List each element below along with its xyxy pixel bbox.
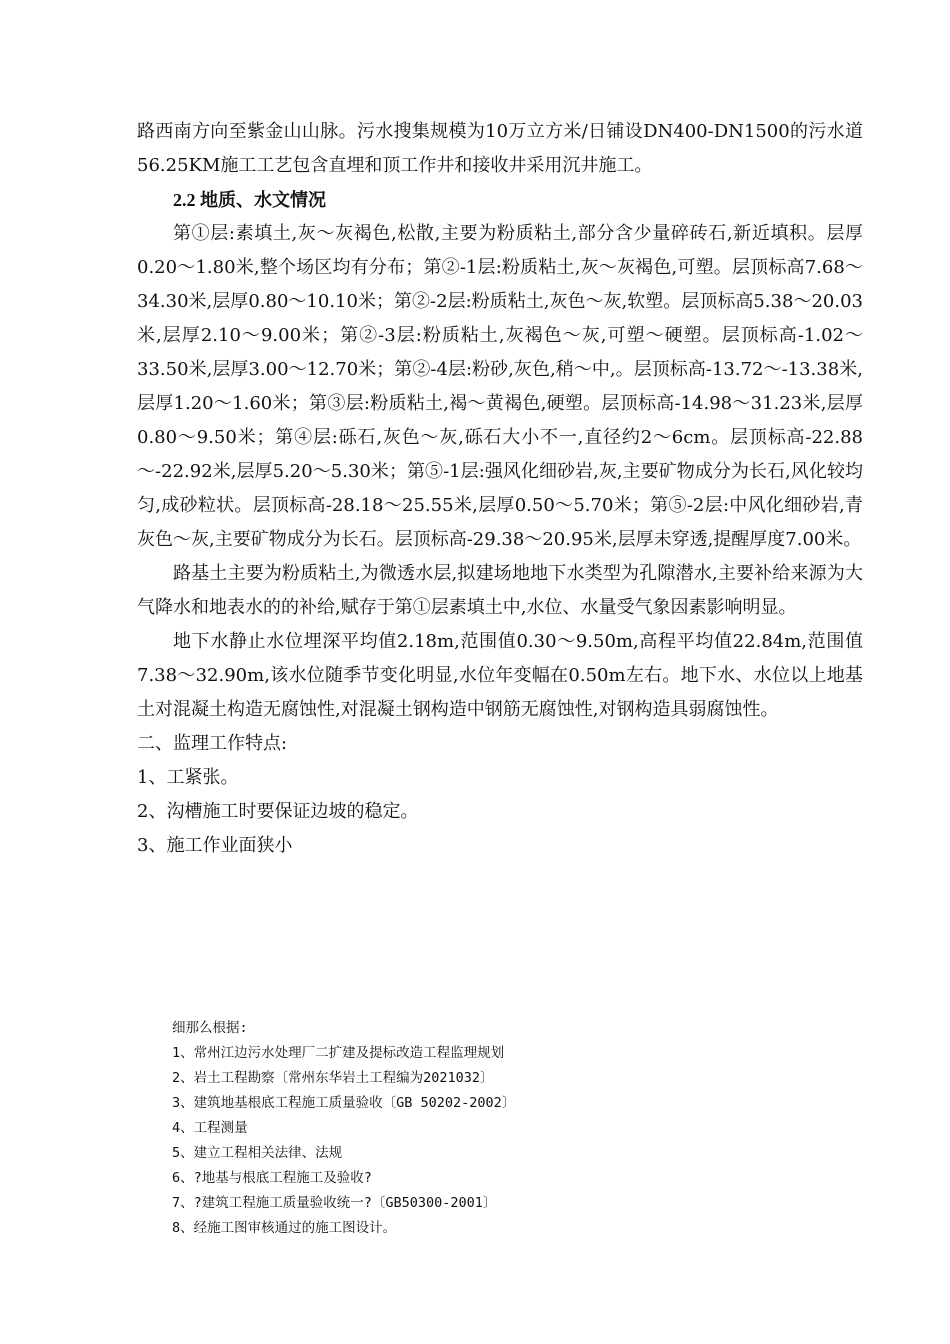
feature-item: 3、施工作业面狭小 <box>137 835 293 856</box>
feature-item: 2、沟槽施工时要保证边坡的稳定。 <box>137 801 419 822</box>
groundwater-paragraph: 地下水静止水位埋深平均值2.18m,范围值0.30～9.50m,高程平均值22.84m,范围值7.38～32.90m,该水位随季节变化明显,水位年变幅在0.50m左右。地下水、水位以上地基土对混凝土构造无腐蚀性,对混凝土钢构造中钢筋无腐蚀性,对钢构造具弱腐蚀性。 <box>137 631 863 720</box>
basis-item: 2、岩土工程勘察〔常州东华岩土工程编为2021032〕 <box>172 1070 494 1086</box>
basis-item: 5、建立工程相关法律、法规 <box>172 1145 343 1161</box>
section-heading: 2.2 地质、水文情况 <box>173 190 326 210</box>
basis-item: 7、?建筑工程施工质量验收统一?〔GB50300-2001〕 <box>172 1195 497 1211</box>
basis-item: 3、建筑地基根底工程施工质量验收〔GB 50202-2002〕 <box>172 1095 516 1111</box>
basis-item: 1、常州江边污水处理厂二扩建及提标改造工程监理规划 <box>172 1045 505 1061</box>
basis-item: 6、?地基与根底工程施工及验收? <box>172 1170 372 1186</box>
feature-item: 1、工紧张。 <box>137 767 239 788</box>
intro-paragraph: 路西南方向至紫金山山脉。污水搜集规模为10万立方米/日铺设DN400-DN1500的污水道56.25KM施工工艺包含直埋和顶工作井和接收井采用沉井施工。 <box>137 121 863 176</box>
basis-list <box>172 1016 852 1241</box>
basis-title: 细那么根据: <box>172 1020 248 1036</box>
main-text <box>137 115 863 863</box>
features-title: 二、监理工作特点: <box>137 733 288 754</box>
subgrade-paragraph: 路基土主要为粉质粘土,为微透水层,拟建场地地下水类型为孔隙潜水,主要补给来源为大气降水和地表水的的补给,赋存于第①层素填土中,水位、水量受气象因素影响明显。 <box>137 563 863 618</box>
strata-paragraph: 第①层:素填土,灰～灰褐色,松散,主要为粉质粘土,部分含少量碎砖石,新近填积。层厚0.20～1.80米,整个场区均有分布；第②-1层:粉质粘土,灰～灰褐色,可塑。层顶标高7.68～34.30米,层厚0.80～10.10米；第②-2层:粉质粘土,灰色～灰,软塑。层顶标高5.38～20.03米,层厚2.10～9.00米；第②-3层:粉质粘土,灰褐色～灰,可塑～硬塑。层顶标高-1.02～33.50米,层厚3.00～12.70米；第②-4层:粉砂,灰色,稍～中,。层顶标高-13.72～-13.38米,层厚1.20～1.60米；第③层:粉质粘土,褐～黄褐色,硬塑。层顶标高-14.98～31.23米,层厚0.80～9.50米；第④层:砾石,灰色～灰,砾石大小不一,直径约2～6cm。层顶标高-22.88～-22.92米,层厚5.20～5.30米；第⑤-1层:强风化细砂岩,灰,主要矿物成分为长石,风化较均匀,成砂粒状。层顶标高-28.18～25.55米,层厚0.50～5.70米；第⑤-2层:中风化细砂岩,青灰色～灰,主要矿物成分为长石。层顶标高-29.38～20.95米,层厚未穿透,提醒厚度7.00米。 <box>137 223 863 550</box>
basis-item: 4、工程测量 <box>172 1120 248 1136</box>
basis-item: 8、经施工图审核通过的施工图设计。 <box>172 1220 397 1236</box>
